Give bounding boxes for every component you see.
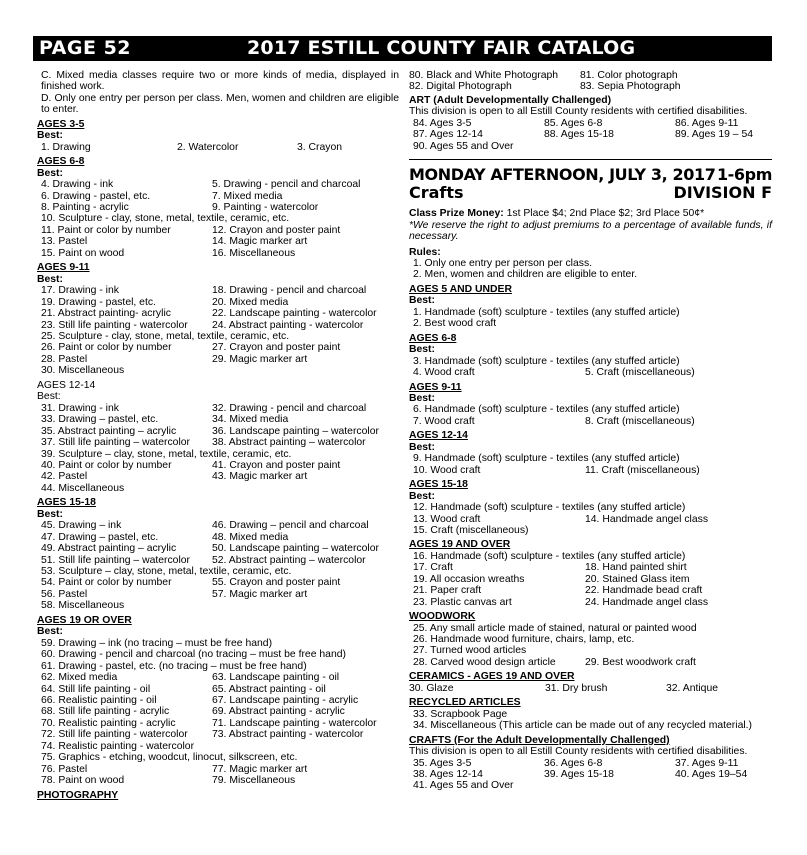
rule-item: 2. Men, women and children are eligible to enter. [413,269,638,281]
class-row [41,543,399,554]
class-item: 84. Ages 3-5 [413,117,472,129]
class-item: 13. Pastel [41,236,88,248]
prize-label: Class Prize Money: [409,208,504,220]
page-header [33,36,772,61]
class-row [413,657,772,668]
left-column [37,70,399,801]
best-label: Best: [409,344,435,356]
class-list [37,403,399,495]
class-list [37,285,399,377]
class-row [41,236,399,247]
class-item: 25. Any small article made of stained, natural or painted wood [413,622,697,634]
prize-text: 1st Place $4; 2nd Place $2; 3rd Place 50¢* [503,208,705,220]
class-item: 24. Handmade angel class [585,596,709,608]
class-item: 62. Mixed media [41,672,118,684]
class-row [41,775,399,786]
class-row [41,320,399,331]
class-row [41,706,399,717]
best-label: Best: [409,490,435,502]
class-item: 25. Sculpture - clay, stone, metal, textile, ceramic, etc. [41,330,290,342]
class-row [413,416,772,427]
section-heading: AGES 15-18 [409,479,468,491]
section-heading: AGES 6-8 [409,332,457,344]
class-item: 38. Ages 12-14 [413,769,483,781]
class-row [41,354,399,365]
class-item: 4. Drawing - ink [41,179,114,191]
section-heading: AGES 19 AND OVER [409,539,511,551]
class-item: 23. Still life painting - watercolor [41,319,188,331]
class-row [41,331,399,342]
class-list [409,502,772,536]
class-item: 24. Abstract painting - watercolor [212,319,364,331]
prize-line [409,208,772,219]
class-item: 44. Miscellaneous [41,482,125,494]
class-row [41,460,399,471]
class-item: 15. Craft (miscellaneous) [413,524,529,536]
class-row [41,695,399,706]
class-item: 81. Color photograph [580,70,678,81]
class-item: 18. Drawing - pencil and charcoal [212,285,367,297]
class-item: 72. Still life painting - watercolor [41,729,188,741]
class-item: 8. Craft (miscellaneous) [585,415,695,427]
class-item: 40. Ages 19–54 [675,769,748,781]
class-item: 54. Paint or color by number [41,577,172,589]
division-heading [409,184,772,202]
class-item: 87. Ages 12-14 [413,129,483,141]
day-heading [409,165,772,184]
class-row [41,566,399,577]
class-item: 77. Magic marker art [212,763,308,775]
class-item: 48. Mixed media [212,531,289,543]
class-item: 56. Pastel [41,588,88,600]
class-item: 5. Drawing - pencil and charcoal [212,179,361,191]
class-row [41,308,399,319]
class-item: 17. Craft [413,562,453,574]
class-item: 3. Handmade (soft) sculpture - textiles (any stuffed article) [413,355,680,367]
class-item: 1. Handmade (soft) sculpture - textiles (any stuffed article) [413,306,680,318]
class-row [41,589,399,600]
class-row [413,758,772,769]
class-item: 90. Ages 55 and Over [413,140,514,152]
class-item: 50. Landscape painting – watercolor [212,543,379,555]
class-row [37,142,399,153]
class-item: 47. Drawing – pastel, etc. [41,531,159,543]
section-heading: WOODWORK [409,611,476,623]
class-row [413,645,772,656]
division-note: This division is open to all Estill County residents with certified disabilities. [409,746,748,758]
class-item: 1. Drawing [41,141,91,153]
class-item: 68. Still life painting - acrylic [41,706,170,718]
class-item: 33. Scrapbook Page [413,708,508,720]
division-note: This division is open to all Estill County residents with certified disabilities. [409,106,748,118]
class-item: 19. Drawing - pastel, etc. [41,296,156,308]
class-row [41,202,399,213]
class-item: 9. Painting - watercolor [212,201,319,213]
best-label: Best: [409,392,435,404]
class-row [41,649,399,660]
class-item: 10. Wood craft [413,464,481,476]
class-list [37,179,399,259]
class-row [413,585,772,596]
class-row [41,426,399,437]
class-list [409,307,772,330]
class-row [413,453,772,464]
class-row [413,634,772,645]
division-letter: DIVISION F [673,183,772,203]
class-item: 66. Realistic painting - oil [41,695,157,707]
rules-label: Rules: [409,246,441,258]
class-item: 83. Sepia Photograph [580,81,681,93]
catalog-title: 2017 ESTILL COUNTY FAIR CATALOG [247,37,636,59]
class-item: 12. Crayon and poster paint [212,224,341,236]
divider [409,159,772,160]
class-row [41,718,399,729]
section-heading: AGES 9-11 [37,262,90,274]
class-item: 64. Still life painting - oil [41,683,151,695]
class-item: 75. Graphics - etching, woodcut, linocut, silkscreen, etc. [41,752,298,764]
class-row [41,213,399,224]
class-row [41,414,399,425]
class-list [409,623,772,669]
class-item: 63. Landscape painting - oil [212,672,340,684]
class-item: 51. Still life painting – watercolor [41,554,191,566]
class-list [409,453,772,476]
class-item: 13. Wood craft [413,513,481,525]
class-row [41,225,399,236]
class-item: 28. Pastel [41,353,88,365]
best-label: Best: [37,167,63,179]
class-row [41,555,399,566]
best-label: Best: [37,130,63,142]
class-row [41,684,399,695]
class-item: 42. Pastel [41,471,88,483]
class-item: 43. Magic marker art [212,471,308,483]
class-row [413,720,772,731]
class-row [413,141,772,152]
class-item: 20. Stained Glass item [585,573,690,585]
note-d: D. Only one entry per person per class. Men, women and children are eligible to enter. [41,92,399,116]
best-label: Best: [37,273,63,285]
class-item: 29. Magic marker art [212,353,308,365]
class-item: 22. Handmade bead craft [585,585,703,597]
class-item: 15. Paint on wood [41,247,125,259]
section-heading: AGES 19 OR OVER [37,614,132,626]
class-item: 3. Crayon [297,141,343,153]
class-item: 10. Sculpture - clay, stone, metal, textile, ceramic, etc. [41,213,290,225]
class-item: 16. Miscellaneous [212,247,296,259]
class-item: 17. Drawing - ink [41,285,119,297]
best-label: Best: [37,391,61,403]
class-row [413,118,772,129]
class-list [409,709,772,732]
class-row [413,551,772,562]
class-row [41,532,399,543]
class-item: 61. Drawing - pastel, etc. (no tracing – must be free hand) [41,660,307,672]
section-heading: ART (Adult Developmentally Challenged) [409,94,612,106]
right-column [409,70,772,792]
section-heading: RECYCLED ARTICLES [409,697,521,709]
class-item: 74. Realistic painting - watercolor [41,740,195,752]
class-item: 34. Mixed media [212,414,289,426]
section-heading: CERAMICS - AGES 19 AND OVER [409,671,575,683]
class-row [413,465,772,476]
class-item: 30. Glaze [409,682,454,694]
class-item: 49. Abstract painting – acrylic [41,543,177,555]
class-item: 65. Abstract painting - oil [212,683,326,695]
class-item: 30. Miscellaneous [41,365,125,377]
class-list [409,683,772,694]
class-row [41,661,399,672]
class-list [409,758,772,792]
class-item: 6. Handmade (soft) sculpture - textiles (any stuffed article) [413,404,680,416]
class-item: 26. Handmade wood furniture, chairs, lamp, etc. [413,634,635,646]
class-row [413,525,772,536]
class-item: 27. Crayon and poster paint [212,342,341,354]
class-row [413,597,772,608]
class-row [41,297,399,308]
class-row [413,404,772,415]
class-row [413,780,772,791]
class-row [41,191,399,202]
class-list [409,118,772,152]
class-list [409,551,772,608]
class-item: 11. Craft (miscellaneous) [585,464,700,476]
section-heading: AGES 9-11 [409,381,462,393]
class-row [413,502,772,513]
class-row [41,449,399,460]
class-row [41,741,399,752]
class-item: 58. Miscellaneous [41,600,125,612]
class-item: 41. Crayon and poster paint [212,459,341,471]
class-item: 55. Crayon and poster paint [212,577,341,589]
class-item: 16. Handmade (soft) sculpture - textiles (any stuffed article) [413,550,686,562]
section-heading: AGES 3-5 [37,118,85,130]
class-item: 14. Handmade angel class [585,513,709,525]
class-item: 35. Ages 3-5 [413,757,472,769]
class-row [413,623,772,634]
class-item: 4. Wood craft [413,367,475,379]
class-item: 33. Drawing – pastel, etc. [41,414,159,426]
section-heading: AGES 15-18 [37,497,96,509]
class-item: 21. Paper craft [413,585,482,597]
class-item: 46. Drawing – pencil and charcoal [212,520,369,532]
class-row [41,638,399,649]
class-row [413,318,772,329]
class-row [41,179,399,190]
class-item: 88. Ages 15-18 [544,129,614,141]
class-item: 59. Drawing – ink (no tracing – must be free hand) [41,637,273,649]
class-item: 89. Ages 19 – 54 [675,129,753,141]
class-item: 57. Magic marker art [212,588,308,600]
section-heading: CRAFTS (For the Adult Developmentally Challenged) [409,734,670,746]
note-c: C. Mixed media classes require two or more kinds of media, displayed in finished work. [41,70,399,93]
class-item: 19. All occasion wreaths [413,573,525,585]
class-row [41,248,399,259]
class-item: 73. Abstract painting - watercolor [212,729,364,741]
class-row [41,365,399,376]
class-item: 7. Mixed media [212,190,283,202]
class-item: 71. Landscape painting - watercolor [212,717,377,729]
class-item: 69. Abstract painting - acrylic [212,706,345,718]
class-item: 52. Abstract painting – watercolor [212,554,366,566]
class-row [413,562,772,573]
class-item: 7. Wood craft [413,415,475,427]
class-item: 2. Best wood craft [413,318,497,330]
class-item: 18. Hand painted shirt [585,562,687,574]
class-row [413,769,772,780]
class-row [41,752,399,763]
class-item: 32. Drawing - pencil and charcoal [212,402,367,414]
class-item: 9. Handmade (soft) sculpture - textiles (any stuffed article) [413,453,680,465]
class-item: 31. Dry brush [545,682,608,694]
class-item: 85. Ages 6-8 [544,117,603,129]
section-heading: AGES 5 AND UNDER [409,283,512,295]
best-label: Best: [409,441,435,453]
class-item: 40. Paint or color by number [41,459,172,471]
class-row [409,683,772,694]
class-item: 53. Sculpture – clay, stone, metal, textile, ceramic, etc. [41,566,292,578]
class-item: 39. Ages 15-18 [544,769,614,781]
class-row [413,356,772,367]
section-heading: PHOTOGRAPHY [37,789,119,801]
class-item: 27. Turned wood articles [413,645,527,657]
class-row [413,514,772,525]
class-item: 11. Paint or color by number [41,224,171,236]
reserve-note: *We reserve the right to adjust premiums to a percentage of available funds, if necessary. [409,219,772,243]
class-item: 26. Paint or color by number [41,342,172,354]
class-item: 8. Painting - acrylic [41,201,129,213]
class-item: 34. Miscellaneous (This article can be made out of any recycled material.) [413,720,753,732]
section-heading: AGES 12-14 [37,379,96,391]
class-row [413,129,772,140]
class-item: 12. Handmade (soft) sculpture - textiles (any stuffed article) [413,502,686,514]
class-list [409,356,772,379]
class-item: 39. Sculpture – clay, stone, metal, textile, ceramic, etc. [41,448,292,460]
class-item: 37. Ages 9-11 [675,757,739,769]
rule-item: 1. Only one entry per person per class. [413,257,593,269]
class-row [41,483,399,494]
best-label: Best: [37,508,63,520]
class-item: 22. Landscape painting - watercolor [212,308,377,320]
class-row [41,403,399,414]
class-row [413,574,772,585]
class-item: 70. Realistic painting - acrylic [41,717,176,729]
class-row [41,471,399,482]
class-item: 82. Digital Photograph [409,81,512,93]
class-row [41,764,399,775]
class-row [413,307,772,318]
class-item: 2. Watercolor [177,141,239,153]
class-item: 36. Landscape painting – watercolor [212,425,379,437]
class-row [409,81,772,92]
class-item: 60. Drawing - pencil and charcoal (no tracing – must be free hand) [41,649,346,661]
class-row [409,70,772,81]
class-item: 36. Ages 6-8 [544,757,603,769]
class-item: 38. Abstract painting – watercolor [212,437,366,449]
class-row [41,520,399,531]
class-item: 31. Drawing - ink [41,402,119,414]
class-item: 37. Still life painting – watercolor [41,437,191,449]
division-name: Crafts [409,183,464,203]
class-row [41,672,399,683]
class-item: 28. Carved wood design article [413,656,556,668]
class-item: 20. Mixed media [212,296,289,308]
class-row [41,600,399,611]
class-item: 6. Drawing - pastel, etc. [41,190,151,202]
best-label: Best: [37,626,63,638]
class-item: 21. Abstract painting- acrylic [41,308,171,320]
class-item: 14. Magic marker art [212,236,308,248]
class-item: 78. Paint on wood [41,775,125,787]
day-time: 1-6pm [716,165,772,185]
class-row [413,709,772,720]
class-row [413,367,772,378]
section-heading: AGES 6-8 [37,156,85,168]
best-label: Best: [409,295,435,307]
class-row [41,285,399,296]
class-item: 80. Black and White Photograph [409,70,559,81]
class-item: 23. Plastic canvas art [413,596,512,608]
class-list [37,638,399,787]
class-item: 32. Antique [666,682,718,694]
class-item: 29. Best woodwork craft [585,656,696,668]
class-item: 76. Pastel [41,763,88,775]
class-row [41,437,399,448]
class-row [41,577,399,588]
class-item: 35. Abstract painting – acrylic [41,425,177,437]
class-item: 45. Drawing – ink [41,520,122,532]
class-item: 67. Landscape painting - acrylic [212,695,359,707]
day-title: MONDAY AFTERNOON, JULY 3, 2017 [409,165,716,185]
class-list [409,404,772,427]
class-list [409,70,772,93]
section-heading: AGES 12-14 [409,430,468,442]
class-item: 79. Miscellaneous [212,775,296,787]
class-item: 86. Ages 9-11 [675,117,739,129]
class-list [37,520,399,612]
page-number: PAGE 52 [39,37,132,59]
class-item: 5. Craft (miscellaneous) [585,367,695,379]
class-item: 41. Ages 55 and Over [413,780,514,792]
class-row [41,729,399,740]
class-row [41,342,399,353]
